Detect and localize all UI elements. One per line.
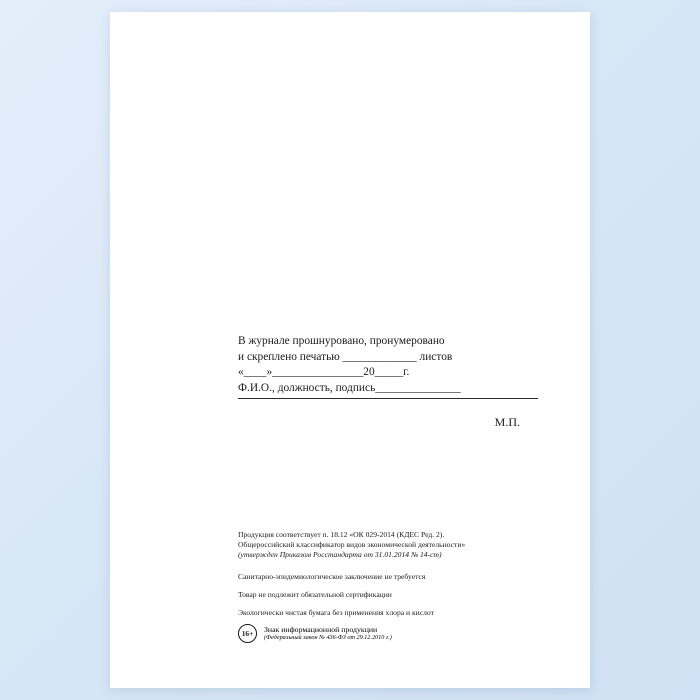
seal-label: М.П. [494, 415, 520, 429]
note-ecology: Экологически чистая бумага без применения хлора и кислот [238, 608, 434, 618]
certification-line-1: В журнале прошнуровано, пронумеровано [238, 335, 445, 347]
age-mark-text [264, 625, 392, 643]
age-mark-subtitle: (Федеральный закон № 436-ФЗ от 29.12.2010 г.) [264, 634, 392, 641]
age-badge-icon: 16+ [238, 624, 257, 643]
age-mark-title: Знак информационной продукции [264, 624, 378, 634]
notes-spacer-1 [238, 561, 548, 572]
document-page [110, 12, 590, 688]
note-conformity-line-3: (утвержден Приказом Росстандарта от 31.01.2014 № 14-ст) [238, 550, 442, 560]
signature-rule [238, 398, 538, 399]
note-certification: Товар не подлежит обязательной сертификации [238, 589, 392, 599]
certification-signature-line: Ф.И.О., должность, подпись_______________ [238, 381, 461, 394]
certification-block [238, 334, 538, 430]
age-rating-mark [238, 624, 392, 643]
certification-line-2: и скреплено печатью _____________ листов [238, 350, 453, 363]
notes-spacer-2 [238, 582, 548, 590]
note-conformity-line-2: Общероссийский классификатор видов экономической деятельности» [238, 540, 466, 550]
certification-date-line: «____»________________20_____г. [238, 366, 410, 378]
footer-notes [238, 530, 548, 618]
notes-spacer-3 [238, 600, 548, 608]
note-sanitary: Санитарно-эпидемиологическое заключение не требуется [238, 571, 426, 581]
note-conformity-line-1: Продукция соответствует п. 18.12 «ОК 029-2014 (КДЕС Ред. 2). [238, 530, 445, 539]
page-content [110, 12, 590, 688]
